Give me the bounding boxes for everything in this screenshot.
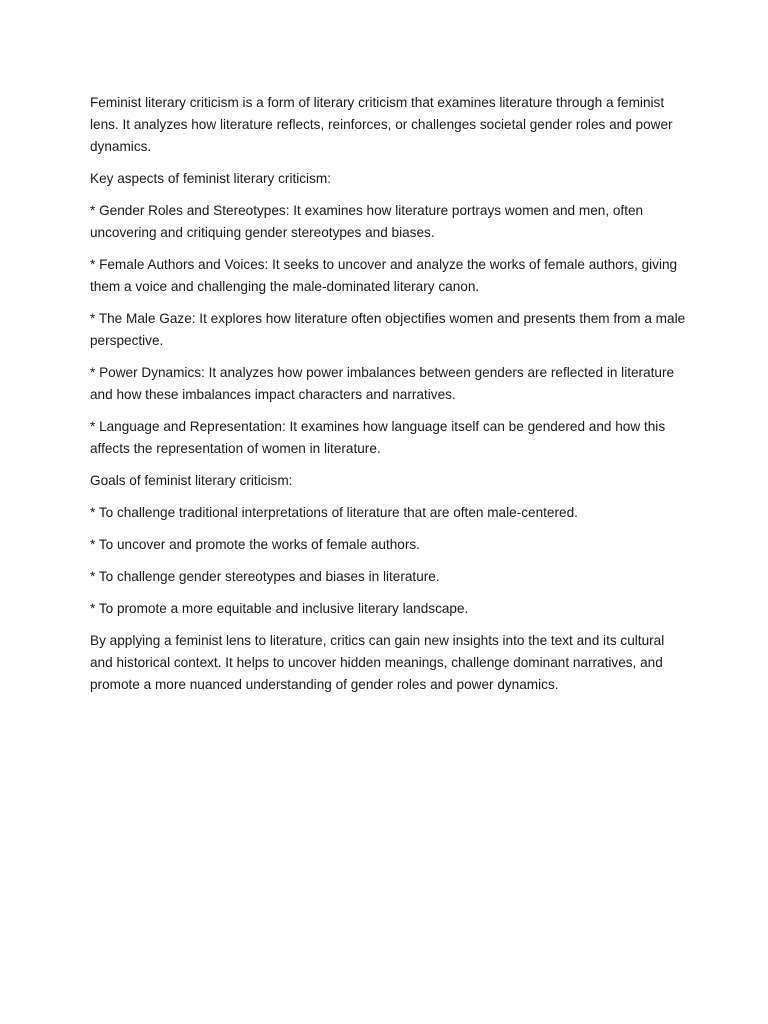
- document-body: [90, 92, 690, 706]
- goals-heading: Goals of feminist literary criticism:: [90, 473, 293, 488]
- aspects-heading: Key aspects of feminist literary criticism:: [90, 171, 331, 186]
- goal-item-inclusive-landscape: * To promote a more equitable and inclusive literary landscape.: [90, 601, 469, 616]
- aspect-item-male-gaze: * The Male Gaze: It explores how literature often objectifies women and presents them from a male perspective.: [90, 311, 686, 348]
- aspect-item-power-dynamics: * Power Dynamics: It analyzes how power imbalances between genders are reflected in literature and how these imbalances impact characters and narratives.: [90, 365, 675, 402]
- conclusion-paragraph: By applying a feminist lens to literature, critics can gain new insights into the text and its cultural and historical context. It helps to uncover hidden meanings, challenge dominant narratives, and promote a more nuanced understanding of gender roles and power dynamics.: [90, 633, 665, 692]
- intro-paragraph: Feminist literary criticism is a form of literary criticism that examines literature through a feminist lens. It analyzes how literature reflects, reinforces, or challenges societal gender roles and power dynamics.: [90, 95, 673, 154]
- goal-item-promote-female-authors: * To uncover and promote the works of female authors.: [90, 537, 420, 552]
- goal-item-challenge-stereotypes: * To challenge gender stereotypes and biases in literature.: [90, 569, 440, 584]
- aspect-item-gender-roles: * Gender Roles and Stereotypes: It examines how literature portrays women and men, often uncovering and critiquing gender stereotypes and biases.: [90, 203, 644, 240]
- aspect-item-female-authors: * Female Authors and Voices: It seeks to uncover and analyze the works of female authors, giving them a voice and challenging the male-dominated literary canon.: [90, 257, 678, 294]
- goal-item-challenge-interpretations: * To challenge traditional interpretations of literature that are often male-centered.: [90, 505, 578, 520]
- aspect-item-language: * Language and Representation: It examines how language itself can be gendered and how this affects the representation of women in literature.: [90, 419, 666, 456]
